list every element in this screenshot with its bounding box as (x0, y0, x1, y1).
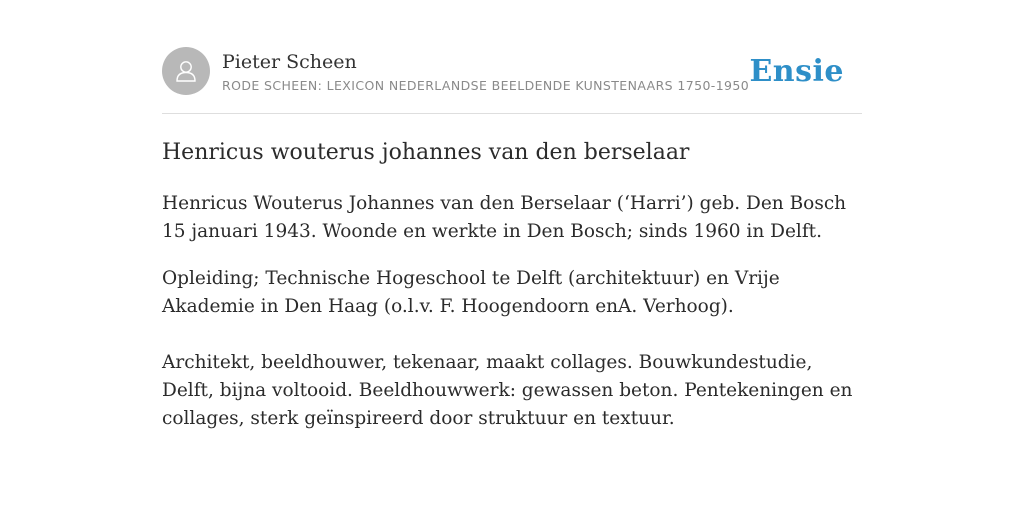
user-avatar-icon (173, 58, 199, 84)
source-label[interactable]: RODE SCHEEN: LEXICON NEDERLANDSE BEELDENDE KUNSTENAARS 1750-1950 (222, 77, 750, 93)
header-divider (162, 113, 862, 114)
article-header (162, 44, 862, 98)
avatar[interactable] (162, 47, 210, 95)
ensie-logo[interactable]: Ensie (749, 53, 844, 89)
author-block (222, 50, 749, 93)
article-title: Henricus wouterus johannes van den berselaar (162, 140, 690, 165)
author-name[interactable]: Pieter Scheen (222, 50, 357, 73)
article-card (162, 44, 862, 433)
article-paragraph: Architekt, beeldhouwer, tekenaar, maakt collages. Bouwkundestudie, Delft, bijna voltooid. Beeldhouwwerk: gewassen beton. Pentekeningen en collages, sterk geïnspireerd door struktuur en textuur. (162, 352, 853, 429)
article-paragraph: Opleiding; Technische Hogeschool te Delft (architektuur) en Vrije Akademie in Den Haag (o.l.v. F. Hoogendoorn enA. Verhoog). (162, 268, 780, 317)
article-paragraph: Henricus Wouterus Johannes van den Berselaar (‘Harri’) geb. Den Bosch 15 januari 1943. Woonde en werkte in Den Bosch; sinds 1960 in Delft. (162, 193, 847, 242)
